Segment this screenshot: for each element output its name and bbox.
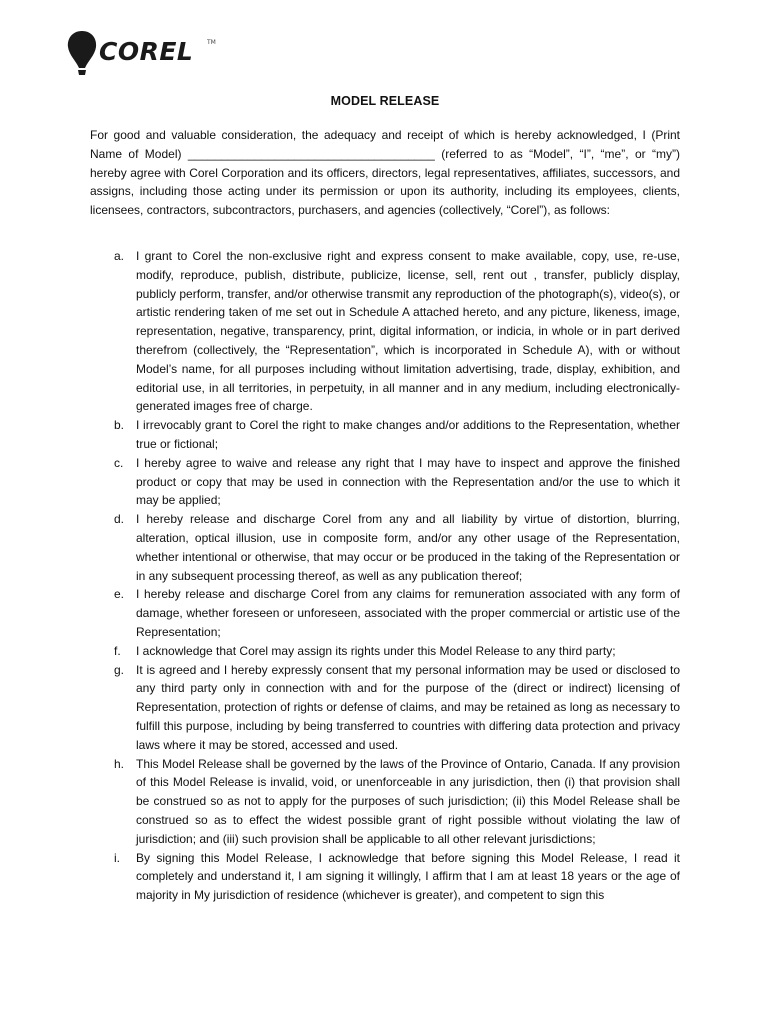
clause-marker: c. [114,455,124,470]
clause-item [90,642,680,661]
svg-text:TM: TM [207,39,216,46]
clause-marker: g. [114,662,125,677]
document-title: MODEL RELEASE [330,94,440,108]
clause-marker: i. [114,850,120,865]
clause-marker: f. [114,643,121,658]
clause-item [90,661,680,755]
clause-item [90,585,680,641]
clause-item [90,454,680,510]
clause-marker: h. [114,756,125,771]
clause-marker: a. [114,249,125,263]
clause-list [90,247,680,905]
clause-text: I grant to Corel the non-exclusive right and express consent to make available, copy, use, re-use, modify, reproduce, publish, distribute, publicize, license, sell, rent out , transfer, publicly display, publicly perform, transfer, and/or otherwise transmit any reproduction of the photograph(s), video(s), or artistic rendering taken of me set out in Schedule A attached hereto, and any picture, likeness, image, representation, negative, transparency, print, digital information, or indicia, in whole or in part derived therefrom (collectively, the “Representation”, which is incorporated in Schedule A), with or without Model’s name, for all purposes including without limitation advertising, trade, display, exhibition, and editorial use, in all territories, in perpetuity, in all manner and in any medium, including electronically-generated images free of charge. [136,249,680,414]
clause-text: I acknowledge that Corel may assign its rights under this Model Release to any third party; [136,643,616,658]
clause-item [90,849,680,905]
clause-marker: d. [114,512,125,527]
corel-logo [66,28,236,80]
clause-text: This Model Release shall be governed by the laws of the Province of Ontario, Canada. If any provision of this Model Release is invalid, void, or unenforceable in any jurisdiction, then (i) that provision shall be construed so as not to apply for the purposes of such jurisdiction; (ii) this Model Release shall be construed so as to effect the widest possible grant of right possible without violating the law of jurisdiction; and (iii) such provision shall be applicable to all other relevant jurisdictions; [136,756,680,846]
clause-text: I hereby agree to waive and release any right that I may have to inspect and approve the finished product or copy that may be used in connection with the Representation and/or the use to which it may be applied; [136,455,680,508]
svg-text:COREL: COREL [99,37,194,66]
clause-marker: b. [114,418,125,433]
clause-item [90,510,680,585]
clause-marker: e. [114,587,125,602]
clause-item [90,247,680,416]
clause-text: It is agreed and I hereby expressly consent that my personal information may be used or disclosed to any third party only in connection with and for the purpose of the (direct or indirect) licensing of Representation, protection of rights or defense of claims, and may be retained as long as necessary to fulfill this purpose, including by being transferred to countries with differing data protection and privacy laws where it may be stored, accessed and used. [136,662,680,752]
clause-item [90,755,680,849]
clause-text: I irrevocably grant to Corel the right to make changes and/or additions to the Representation, whether true or fictional; [136,418,680,451]
balloon-logo-icon [66,28,236,80]
clause-item [90,416,680,454]
clause-text: I hereby release and discharge Corel from any and all liability by virtue of distortion, blurring, alteration, optical illusion, use in composite form, and/or any other usage of the Representation, whether intentional or otherwise, that may occur or be produced in the taking of the Representation or in any subsequent processing thereof, as well as any publication thereof; [136,512,680,583]
clause-text: By signing this Model Release, I acknowledge that before signing this Model Release, I read it completely and understand it, I am signing it willingly, I affirm that I am at least 18 years or the age of majority in My jurisdiction of residence (whichever is greater), and competent to sign this [136,850,680,903]
clause-text: I hereby release and discharge Corel from any claims for remuneration associated with any form of damage, whether foreseen or unforeseen, associated with the proper commercial or artistic use of the Representation; [136,587,680,639]
intro-paragraph: For good and valuable consideration, the adequacy and receipt of which is hereby acknowledged, I (Print Name of Model) _____________________________________ (referred to as “Model”, “I”, “me”, or “my”) hereby agree with Corel Corporation and its officers, directors, legal representatives, affiliates, successors, and assigns, including those acting under its permission or upon its authority, including its employees, clients, licensees, contractors, subcontractors, purchasers, and agencies (collectively, “Corel”), as follows: [90,128,680,218]
